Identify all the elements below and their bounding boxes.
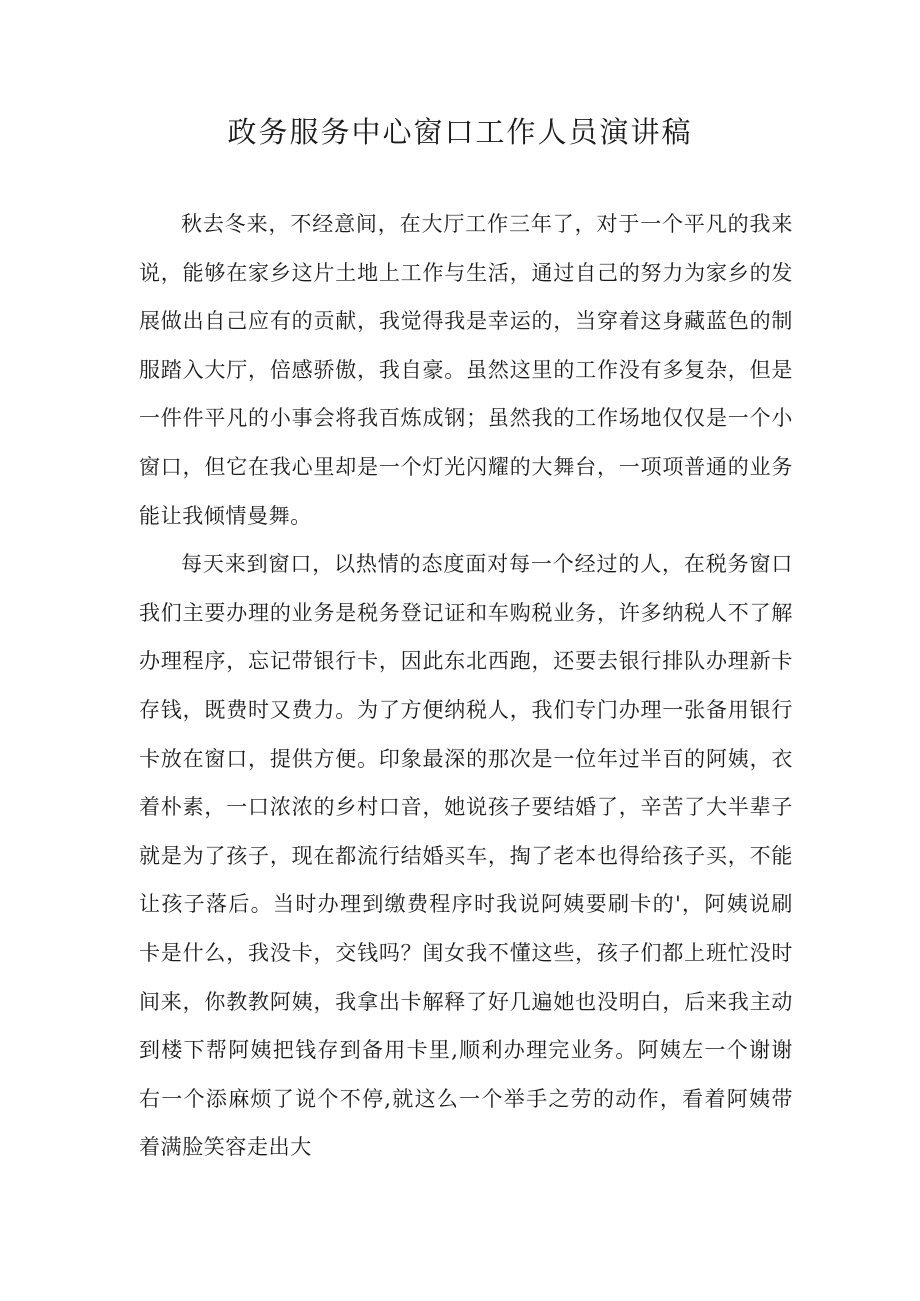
paragraph-2: 每天来到窗口，以热情的态度面对每一个经过的人，在税务窗口我们主要办理的业务是税务登记证和车购税业务，许多纳税人不了解办理程序，忘记带银行卡，因此东北西跑，还要去银行排队办理新卡存钱，既费时又费力。为了方便纳税人，我们专门办理一张备用银行卡放在窗口，提供方便。印象最深的那次是一位年过半百的阿姨，衣着朴素，一口浓浓的乡村口音，她说孩子要结婚了，辛苦了大半辈子就是为了孩子，现在都流行结婚买车，掏了老本也得给孩子买，不能让孩子落后。当时办理到缴费程序时我说阿姨要刷卡的'，阿姨说刷卡是什么，我没卡，交钱吗？闺女我不懂这些，孩子们都上班忙没时间来，你教教阿姨，我拿出卡解释了好几遍她也没明白，后来我主动到楼下帮阿姨把钱存到备用卡里,顺利办理完业务。阿姨左一个谢谢右一个添麻烦了说个不停,就这么一个举手之劳的动作，看着阿姨带着满脸笑容走出大 <box>139 552 793 1160</box>
paragraph-1: 秋去冬来，不经意间，在大厅工作三年了，对于一个平凡的我来说，能够在家乡这片土地上工作与生活，通过自己的努力为家乡的发展做出自己应有的贡献，我觉得我是幸运的，当穿着这身藏蓝色的制服踏入大厅，倍感骄傲，我自豪。虽然这里的工作没有多复杂，但是一件件平凡的小事会将我百炼成钢；虽然我的工作场地仅仅是一个小窗口，但它在我心里却是一个灯光闪耀的大舞台，一项项普通的业务能让我倾情曼舞。 <box>139 212 793 528</box>
document-body <box>139 200 793 1172</box>
document-title: 政务服务中心窗口工作人员演讲稿 <box>227 115 693 149</box>
